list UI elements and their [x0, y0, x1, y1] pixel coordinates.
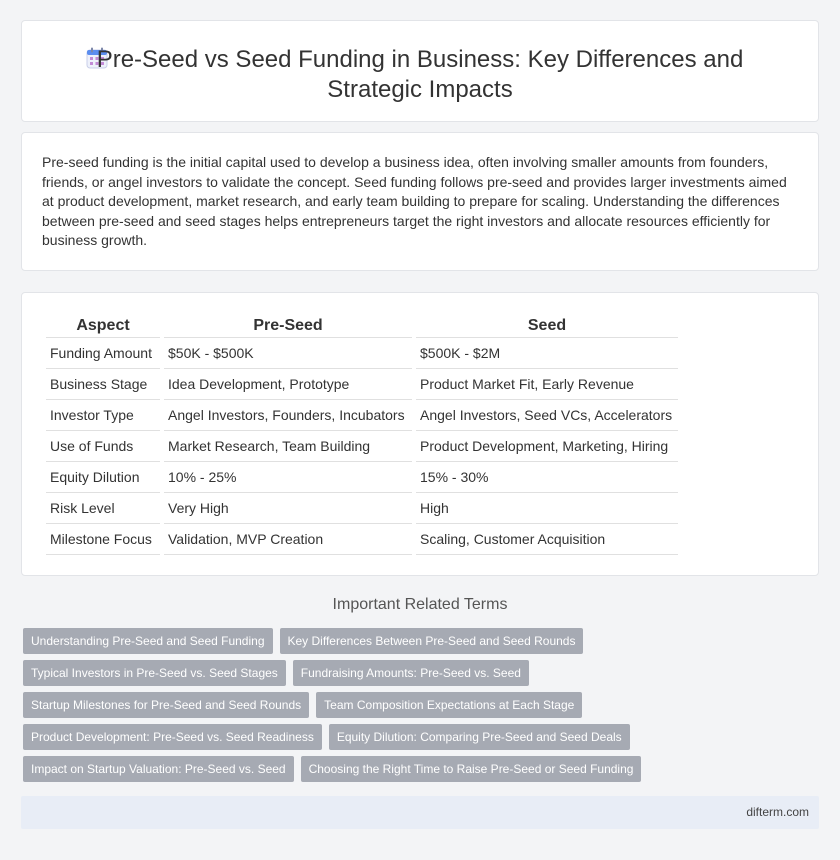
- table-cell: Funding Amount: [46, 338, 160, 369]
- related-term-tag[interactable]: Typical Investors in Pre-Seed vs. Seed Stages: [23, 660, 286, 686]
- table-cell: 15% - 30%: [416, 462, 678, 493]
- table-cell: Business Stage: [46, 369, 160, 400]
- related-term-tag[interactable]: Equity Dilution: Comparing Pre-Seed and Seed Deals: [329, 724, 630, 750]
- related-term-tag[interactable]: Startup Milestones for Pre-Seed and Seed Rounds: [23, 692, 309, 718]
- related-terms-list: [23, 628, 823, 788]
- table-cell: Milestone Focus: [46, 524, 160, 555]
- related-term-tag[interactable]: Impact on Startup Valuation: Pre-Seed vs. Seed: [23, 756, 294, 782]
- table-cell: $500K - $2M: [416, 338, 678, 369]
- header-pre-seed: Pre-Seed: [164, 315, 412, 338]
- table-header-row: [46, 315, 678, 338]
- table-row: [46, 524, 678, 555]
- footer-site-link[interactable]: difterm.com: [746, 805, 809, 819]
- table-cell: Product Market Fit, Early Revenue: [416, 369, 678, 400]
- table-cell: $50K - $500K: [164, 338, 412, 369]
- header-seed: Seed: [416, 315, 678, 338]
- table-cell: Idea Development, Prototype: [164, 369, 412, 400]
- table-row: [46, 462, 678, 493]
- table-row: [46, 400, 678, 431]
- table-cell: Validation, MVP Creation: [164, 524, 412, 555]
- related-term-tag[interactable]: Choosing the Right Time to Raise Pre-Seed or Seed Funding: [301, 756, 642, 782]
- page-title: [22, 45, 818, 105]
- table-cell: Scaling, Customer Acquisition: [416, 524, 678, 555]
- related-term-tag[interactable]: Key Differences Between Pre-Seed and Seed Rounds: [280, 628, 584, 654]
- table-row: [46, 431, 678, 462]
- title-card: [21, 20, 819, 122]
- intro-card: [21, 132, 819, 271]
- table-row: [46, 369, 678, 400]
- header-aspect: Aspect: [46, 315, 160, 338]
- related-terms-title: Important Related Terms: [332, 596, 508, 613]
- table-cell: Use of Funds: [46, 431, 160, 462]
- table-cell: Angel Investors, Seed VCs, Accelerators: [416, 400, 678, 431]
- table-cell: 10% - 25%: [164, 462, 412, 493]
- comparison-table: [42, 315, 682, 555]
- related-term-tag[interactable]: Product Development: Pre-Seed vs. Seed Readiness: [23, 724, 322, 750]
- related-term-tag[interactable]: Team Composition Expectations at Each Stage: [316, 692, 582, 718]
- table-cell: Market Research, Team Building: [164, 431, 412, 462]
- table-row: [46, 493, 678, 524]
- table-cell: Very High: [164, 493, 412, 524]
- table-cell: Equity Dilution: [46, 462, 160, 493]
- table-cell: Investor Type: [46, 400, 160, 431]
- intro-paragraph: Pre-seed funding is the initial capital used to develop a business idea, often involving smaller amounts from founders, friends, or angel investors to validate the concept. Seed funding follows pre-seed and provides larger investments aimed at product development, market research, and early team building to prepare for scaling. Understanding the differences between pre-seed and seed stages helps entrepreneurs target the right investors and allocate resources efficiently for business growth.: [42, 154, 787, 248]
- table-row: [46, 338, 678, 369]
- related-term-tag[interactable]: Fundraising Amounts: Pre-Seed vs. Seed: [293, 660, 529, 686]
- comparison-card: [21, 292, 819, 576]
- page-title-line-1: Pre-Seed vs Seed Funding in Business: Key Differences and: [96, 46, 744, 73]
- footer: [21, 796, 819, 829]
- page-title-line-2: Strategic Impacts: [327, 76, 513, 103]
- table-cell: Risk Level: [46, 493, 160, 524]
- table-cell: High: [416, 493, 678, 524]
- table-cell: Angel Investors, Founders, Incubators: [164, 400, 412, 431]
- related-term-tag[interactable]: Understanding Pre-Seed and Seed Funding: [23, 628, 273, 654]
- table-cell: Product Development, Marketing, Hiring: [416, 431, 678, 462]
